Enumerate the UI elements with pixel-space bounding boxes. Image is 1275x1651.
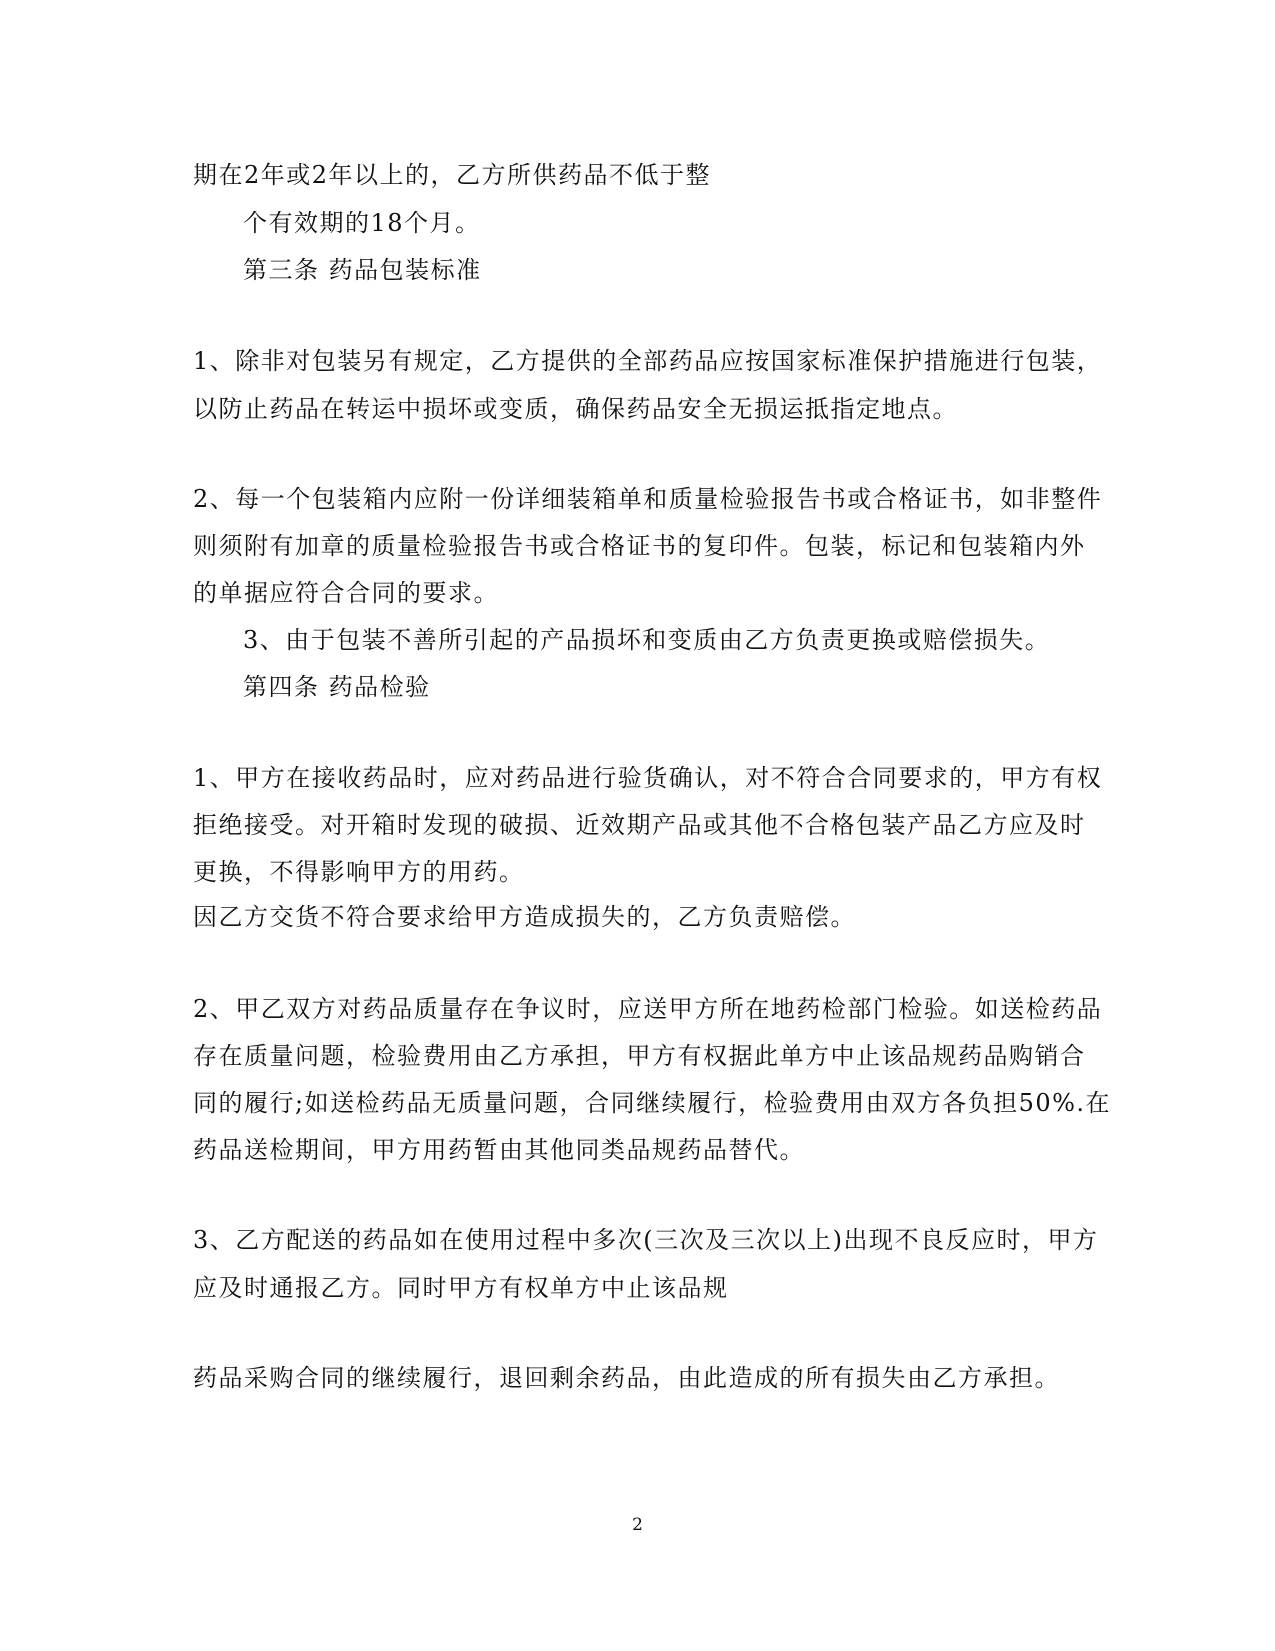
text-line: 则须附有加章的质量检验报告书或合格证书的复印件。包装，标记和包装箱内外 bbox=[193, 532, 1086, 560]
text-line: 1、除非对包装另有规定，乙方提供的全部药品应按国家标准保护措施进行包装， bbox=[193, 347, 1103, 375]
text-line: 期在2年或2年以上的，乙方所供药品不低于整 bbox=[193, 161, 712, 189]
text-line: 的单据应符合合同的要求。 bbox=[193, 579, 499, 607]
text-line: 应及时通报乙方。同时甲方有权单方中止该品规 bbox=[193, 1274, 729, 1302]
page-number: 2 bbox=[632, 1515, 643, 1535]
text-line: 个有效期的18个月。 bbox=[243, 209, 481, 237]
text-line: 2、每一个包装箱内应附一份详细装箱单和质量检验报告书或合格证书，如非整件 bbox=[193, 485, 1103, 513]
text-line: 因乙方交货不符合要求给甲方造成损失的，乙方负责赔偿。 bbox=[193, 903, 856, 931]
text-line: 同的履行;如送检药品无质量问题，合同继续履行，检验费用由双方各负担50%.在 bbox=[193, 1089, 1112, 1117]
text-line: 2、甲乙双方对药品质量存在争议时，应送甲方所在地药检部门检验。如送检药品 bbox=[193, 995, 1103, 1023]
section-heading: 第三条 药品包装标准 bbox=[243, 256, 482, 284]
text-line: 3、由于包装不善所引起的产品损坏和变质由乙方负责更换或赔偿损失。 bbox=[243, 626, 1051, 654]
text-line: 拒绝接受。对开箱时发现的破损、近效期产品或其他不合格包装产品乙方应及时 bbox=[193, 811, 1086, 839]
section-heading: 第四条 药品检验 bbox=[243, 673, 431, 701]
text-line: 1、甲方在接收药品时，应对药品进行验货确认，对不符合合同要求的，甲方有权 bbox=[193, 764, 1103, 792]
text-line: 存在质量问题，检验费用由乙方承担，甲方有权据此单方中止该品规药品购销合 bbox=[193, 1042, 1086, 1070]
text-line: 更换，不得影响甲方的用药。 bbox=[193, 858, 525, 886]
text-line: 3、乙方配送的药品如在使用过程中多次(三次及三次以上)出现不良反应时，甲方 bbox=[193, 1226, 1099, 1254]
text-line: 药品采购合同的继续履行，退回剩余药品，由此造成的所有损失由乙方承担。 bbox=[193, 1364, 1060, 1392]
text-line: 以防止药品在转运中损坏或变质，确保药品安全无损运抵指定地点。 bbox=[193, 395, 958, 423]
text-line: 药品送检期间，甲方用药暂由其他同类品规药品替代。 bbox=[193, 1136, 805, 1164]
